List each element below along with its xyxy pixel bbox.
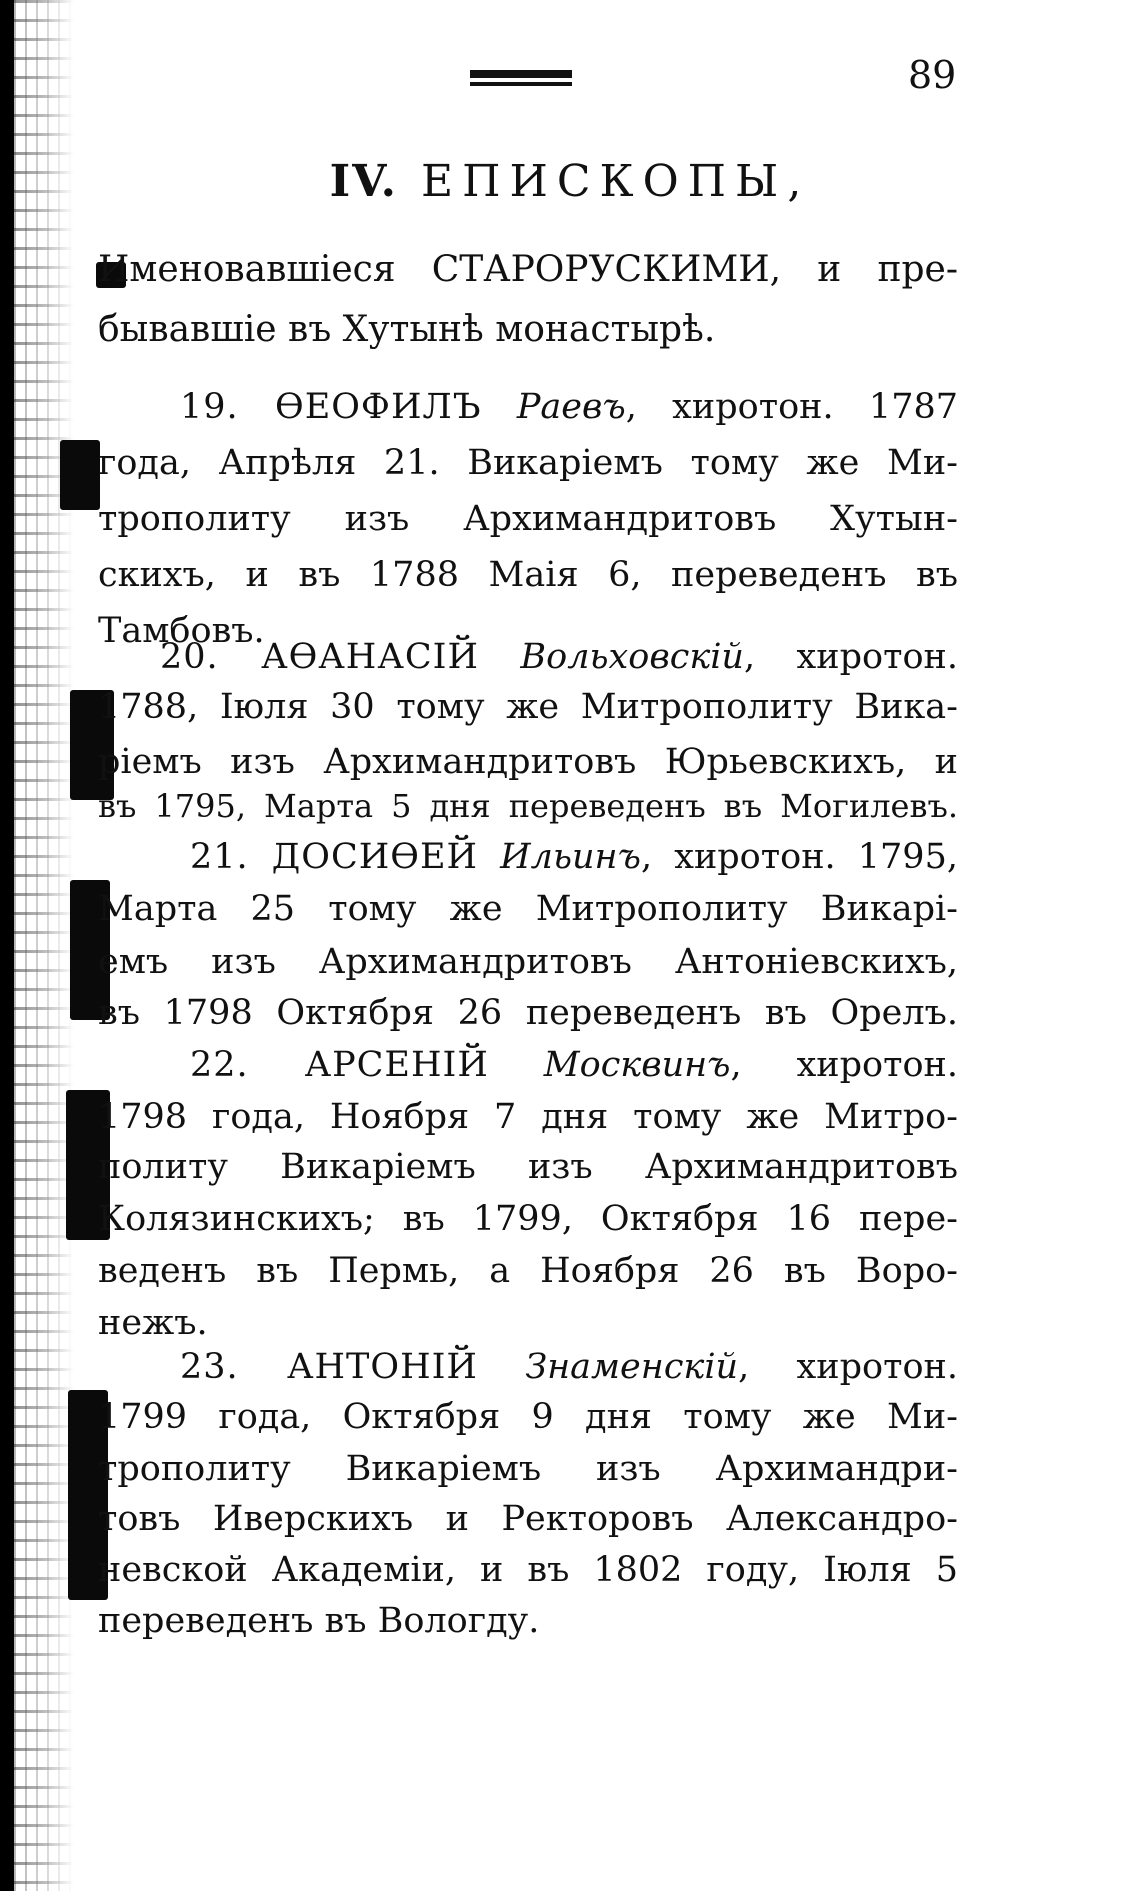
entry-line: невской Академіи, и въ 1802 году, Іюля 5 [98,1550,958,1590]
entry-line: Тамбовъ. [98,611,265,651]
entry-line: скихъ, и въ 1788 Маія 6, переведенъ въ [98,555,958,595]
entry-line: 1788, Іюля 30 тому же Митрополиту Вика- [98,687,958,727]
subtitle-line: Именовавшіеся СТАРОРУСКИМИ, и пре- [98,249,958,290]
entry-line: 1798 года, Ноября 7 дня тому же Митро- [98,1097,958,1137]
section-title: ЕПИСКОПЫ, [421,156,811,207]
entry-line: года, Апрѣля 21. Викаріемъ тому же Ми- [98,443,958,483]
entry-line: емъ изъ Архимандритовъ Антоніевскихъ, [98,942,958,982]
entry-header-19: 19. ѲЕОФИЛЪ Раевъ, хиротон. 1787 [180,387,958,427]
entry-header-23: 23. АНТОНІЙ Знаменскій, хиротон. [180,1347,958,1387]
scan-binding-edge [0,0,14,1891]
entry-line: трополиту изъ Архимандритовъ Хутын- [98,499,958,539]
subtitle-line: бывавшіе въ Хутынѣ монастырѣ. [98,309,716,350]
entry-line: въ 1798 Октября 26 переведенъ въ Орелъ. [98,993,958,1033]
entry-line: веденъ въ Пермь, а Ноября 26 въ Воро- [98,1251,958,1291]
ink-blot [60,440,100,510]
entry-line: 1799 года, Октября 9 дня тому же Ми- [98,1397,958,1437]
scan-speckle [14,0,74,1891]
entry-line: товъ Иверскихъ и Ректоровъ Александро- [98,1499,958,1539]
entry-line: Марта 25 тому же Митрополиту Викарі- [98,889,958,929]
entry-line: трополиту Викаріемъ изъ Архимандри- [98,1449,958,1489]
entry-line: въ 1795, Марта 5 дня переведенъ въ Могилевъ. [98,787,958,825]
entry-header-20: 20. АѲАНАСІЙ Вольховскій, хиротон. [160,637,958,677]
entry-line: переведенъ въ Вологду. [98,1601,540,1641]
entry-line: Колязинскихъ; въ 1799, Октября 16 пере- [98,1199,958,1239]
entry-header-21: 21. ДОСИѲЕЙ Ильинъ, хиротон. 1795, [190,837,958,877]
entry-line: ріемъ изъ Архимандритовъ Юрьевскихъ, и [98,742,958,782]
section-roman-numeral: IV. [329,156,399,207]
entry-line: политу Викаріемъ изъ Архимандритовъ [98,1147,958,1187]
page-number: 89 [908,53,957,97]
entry-line: нежъ. [98,1303,208,1343]
entry-header-22: 22. АРСЕНІЙ Москвинъ, хиротон. [190,1045,958,1085]
section-heading [0,156,1140,207]
header-rule [470,82,572,86]
header-rule [470,70,572,78]
